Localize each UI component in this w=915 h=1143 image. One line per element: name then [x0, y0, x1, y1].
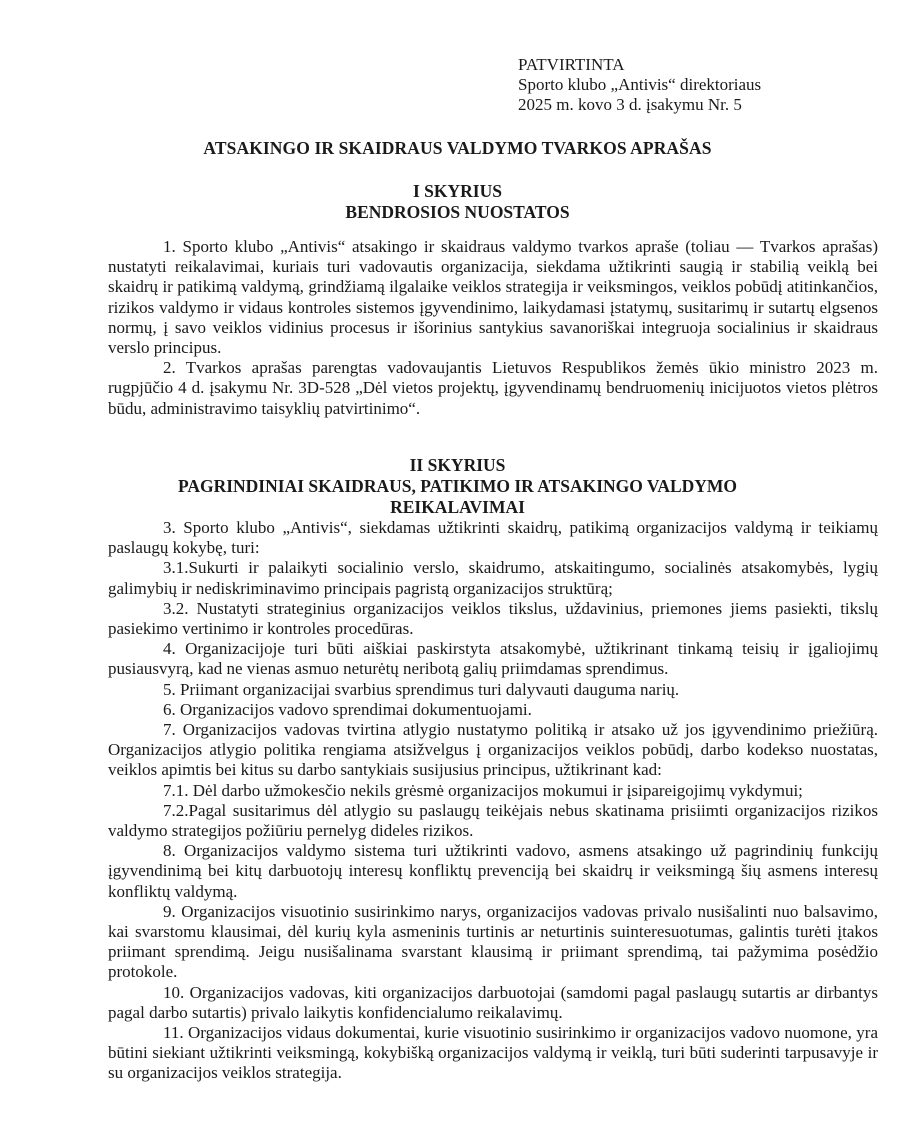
paragraph: 3. Sporto klubo „Antivis“, siekdamas užtikrinti skaidrų, patikimą organizacijos valdymą ir teikiamų paslaugų kokybę, turi:: [108, 518, 878, 558]
paragraph: 6. Organizacijos vadovo sprendimai dokumentuojami.: [163, 699, 532, 719]
subparagraph: 7.1. Dėl darbo užmokesčio nekils grėsmė organizacijos mokumui ir įsipareigojimų vykdymui;: [163, 780, 803, 800]
paragraph: 9. Organizacijos visuotinio susirinkimo narys, organizacijos vadovas privalo nusišalinti nuo balsavimo, kai svarstomu klausimai, dėl kurių kyla asmeninis turtinis ar neturtinis suinteresuotumas, galintis turėti įtakos priimant sprendimą. Jeigu nusišalinama svarstant klausimą ir priimant sprendimą, tai pažymima posėdžio protokole.: [108, 901, 878, 982]
section-number: II SKYRIUS: [409, 455, 506, 475]
document-title: ATSAKINGO IR SKAIDRAUS VALDYMO TVARKOS APRAŠAS: [203, 138, 712, 158]
approval-line: 2025 m. kovo 3 d. įsakymu Nr. 5: [518, 95, 742, 114]
paragraph: 4. Organizacijoje turi būti aiškiai paskirstyta atsakomybė, užtikrinant tinkamą teisių ir įgaliojimų pusiausvyrą, kad ne vienas asmuo neturėtų neribotą galių priimdamas sprendimus.: [108, 639, 878, 679]
subparagraph: 7.2.Pagal susitarimus dėl atlygio su paslaugų teikėjais nebus skatinama prisiimti organizacijos rizikos valdymo strategijos požiūriu pernelyg dideles rizikos.: [108, 800, 878, 841]
paragraph: 10. Organizacijos vadovas, kiti organizacijos darbuotojai (samdomi pagal paslaugų sutartis ar dirbantys pagal darbo sutartis) privalo laikytis konfidencialumo reikalavimų.: [108, 982, 878, 1022]
paragraph: 11. Organizacijos vidaus dokumentai, kurie visuotinio susirinkimo ir organizacijos vadovo nuomone, yra būtini siekiant užtikrinti veiksmingą, kokybišką organizacijos valdymą ir veiklą, turi būti suderinti tarpusavyje ir su organizacijos veiklos strategija.: [108, 1023, 878, 1083]
paragraph: 5. Priimant organizacijai svarbius sprendimus turi dalyvauti dauguma narių.: [163, 679, 680, 699]
section-2-heading: [0, 455, 915, 518]
subparagraph: 3.1.Sukurti ir palaikyti socialinio verslo, skaidrumo, atskaitingumo, socialinės atsakomybės, lygių galimybių ir nediskriminavimo principais pagristą organizacijos struktūrą;: [108, 558, 878, 598]
section-name: BENDROSIOS NUOSTATOS: [345, 202, 570, 222]
section-2-body: [108, 518, 878, 1084]
approval-line: Sporto klubo „Antivis“ direktoriaus: [518, 75, 762, 94]
paragraph: 8. Organizacijos valdymo sistema turi užtikrinti vadovo, asmens atsakingo už pagrindinių funkcijų įgyvendinimą bei kitų darbuotojų interesų konfliktų prevenciją bei skaidrų ir veiksmingą šių asmens interesų konfliktų valdymą.: [108, 841, 878, 901]
approval-line: PATVIRTINTA: [518, 55, 625, 74]
paragraph: 1. Sporto klubo „Antivis“ atsakingo ir skaidraus valdymo tvarkos apraše (toliau — Tvarkos aprašas) nustatyti reikalavimai, kuriais turi vadovautis organizacija, siekdama užtikrinti saugią ir stabilią veiklą bei skaidrų ir patikimą valdymą, grindžiamą ilgalaike veiklos strategija ir veiksmingos, veiklos pobūdį atitinkančios, rizikos valdymo ir vidaus kontroles sistemos įgyvendinimo, laikydamasi įstatymų, susitarimų ir sutartų elgsenos normų, į savo veiklos vidinius procesus ir išorinius santykius savanoriškai integruoja socialinius ir skaidraus verslo principus.: [108, 237, 878, 358]
section-1-body: [108, 237, 878, 419]
section-1-heading: [0, 181, 915, 223]
section-name: REIKALAVIMAI: [390, 497, 525, 517]
section-number: I SKYRIUS: [413, 181, 502, 201]
paragraph: 2. Tvarkos aprašas parengtas vadovaujantis Lietuvos Respublikos žemės ūkio ministro 2023 m. rugpjūčio 4 d. įsakymu Nr. 3D-528 „Dėl vietos projektų, įgyvendinamų bendruomenių inicijuotos vietos plėtros būdu, administravimo taisyklių patvirtinimo“.: [108, 358, 878, 418]
section-name: PAGRINDINIAI SKAIDRAUS, PATIKIMO IR ATSAKINGO VALDYMO: [177, 476, 738, 496]
subparagraph: 3.2. Nustatyti strateginius organizacijos veiklos tikslus, uždavinius, priemones jiems pasiekti, tikslų pasiekimo vertinimo ir kontroles procedūras.: [108, 598, 878, 639]
approval-stamp: [518, 55, 761, 115]
paragraph: 7. Organizacijos vadovas tvirtina atlygio nustatymo politiką ir atsako už jos įgyvendinimo priežiūrą. Organizacijos atlygio politika rengiama atsižvelgus į organizacijos veiklos pobūdį, darbo kodekso nuostatas, veiklos apimtis bei kitus su darbo santykiais susijusius principus, užtikrinant kad:: [108, 720, 878, 780]
